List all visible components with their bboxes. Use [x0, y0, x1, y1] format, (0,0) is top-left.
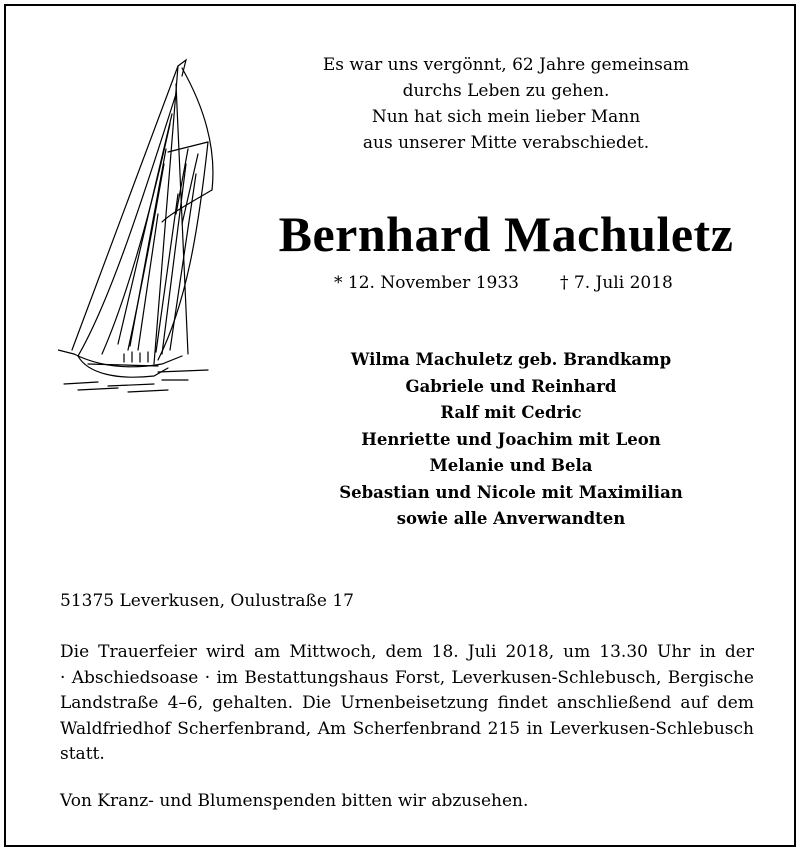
ceremony-details — [60, 640, 754, 768]
quote-line: durchs Leben zu gehen. — [402, 81, 610, 101]
sailboat-icon — [58, 54, 228, 399]
mourner-line: Henriette und Joachim mit Leon — [361, 429, 661, 449]
ceremony-line: Waldfriedhof Scherfenbrand, Am Scherfenbrand 215 in Leverkusen-Schlebusch — [60, 718, 754, 739]
mourner-line: Melanie und Bela — [429, 456, 593, 475]
obituary-frame — [4, 4, 796, 847]
deceased-name: Bernhard Machuletz — [278, 206, 734, 262]
death-date: † 7. Juli 2018 — [560, 273, 673, 293]
ceremony-line: statt. — [60, 744, 105, 764]
ceremony-line: Landstraße 4–6, gehalten. Die Urnenbeisetzung findet anschließend auf dem — [60, 693, 754, 713]
quote-line: Nun hat sich mein lieber Mann — [371, 107, 641, 127]
mourner-line: Ralf mit Cedric — [440, 403, 582, 422]
mourner-line: Wilma Machuletz geb. Brandkamp — [350, 350, 672, 369]
mourners-list — [306, 347, 716, 533]
memorial-quote — [286, 52, 726, 156]
mourner-line: Gabriele und Reinhard — [405, 376, 617, 396]
ceremony-line: · Abschiedsoase · im Bestattungshaus Forst, Leverkusen-Schlebusch, Bergische — [60, 667, 754, 688]
flower-note: Von Kranz- und Blumenspenden bitten wir abzusehen. — [60, 791, 529, 811]
mourner-line: Sebastian und Nicole mit Maximilian — [339, 482, 683, 502]
quote-line: Es war uns vergönnt, 62 Jahre gemeinsam — [322, 55, 690, 75]
quote-line: aus unserer Mitte verabschiedet. — [362, 133, 650, 153]
ceremony-line: Die Trauerfeier wird am Mittwoch, dem 18. Juli 2018, um 13.30 Uhr in der — [60, 642, 754, 662]
family-address: 51375 Leverkusen, Oulustraße 17 — [60, 591, 354, 611]
mourner-line: sowie alle Anverwandten — [396, 509, 626, 528]
birth-date: * 12. November 1933 — [334, 273, 519, 293]
